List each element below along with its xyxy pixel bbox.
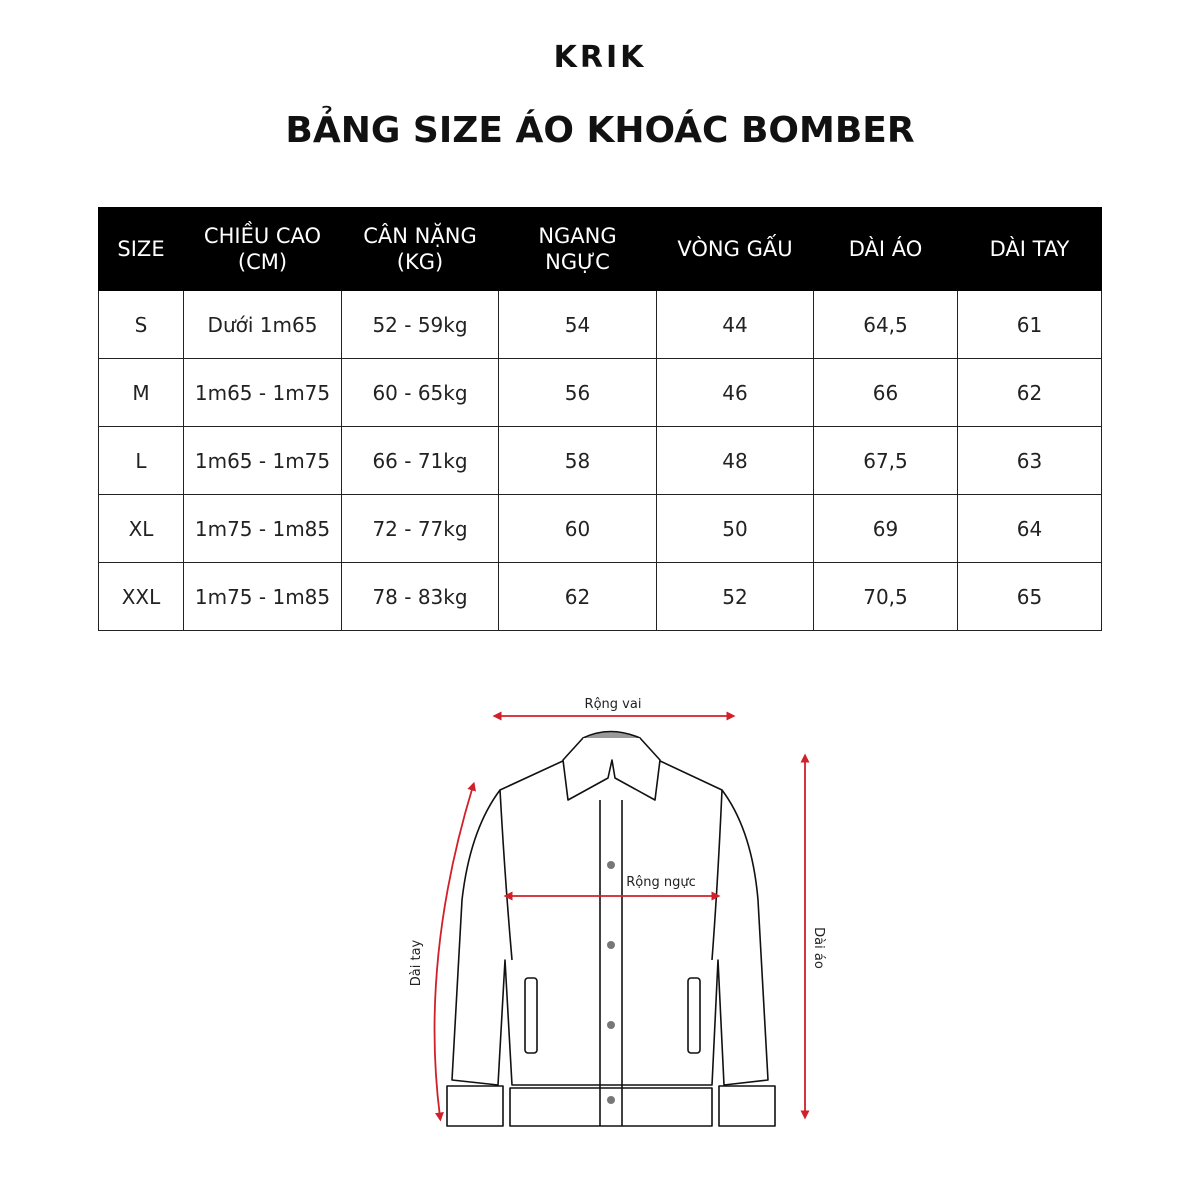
cell-chest: 60 (499, 495, 657, 563)
page-title: BẢNG SIZE ÁO KHOÁC BOMBER (285, 110, 915, 151)
cell-size: S (99, 291, 184, 359)
cell-weight: 52 - 59kg (342, 291, 499, 359)
table-row (99, 495, 1102, 563)
cell-chest: 56 (499, 359, 657, 427)
header-length (814, 208, 958, 291)
sleeve-label: Dài tay (409, 939, 424, 987)
cell-sleeve: 62 (958, 359, 1102, 427)
jacket-illustration (447, 732, 775, 1127)
shoulder-label: Rộng vai (584, 697, 642, 712)
cell-sleeve: 63 (958, 427, 1102, 495)
header-label: CÂN NẶNG (363, 223, 477, 248)
cell-hem: 46 (657, 359, 814, 427)
cell-weight: 66 - 71kg (342, 427, 499, 495)
header-sleeve (958, 208, 1102, 291)
table-header-row (99, 208, 1102, 291)
length-label: Dài áo (811, 927, 826, 969)
header-label: CHIỀU CAO (203, 223, 322, 248)
cell-hem: 50 (657, 495, 814, 563)
cell-size: XL (99, 495, 184, 563)
cell-chest: 58 (499, 427, 657, 495)
cell-hem: 44 (657, 291, 814, 359)
table-row (99, 427, 1102, 495)
header-size (99, 208, 184, 291)
cell-height: 1m75 - 1m85 (184, 495, 342, 563)
header-unit: (KG) (396, 250, 444, 274)
cell-hem: 48 (657, 427, 814, 495)
cell-height: 1m65 - 1m75 (184, 359, 342, 427)
header-unit: (CM) (237, 250, 288, 274)
waistband (510, 1088, 712, 1126)
brand-logo: KRIK (553, 40, 647, 75)
table-row (99, 291, 1102, 359)
size-table (98, 207, 1102, 631)
header-label: SIZE (117, 236, 165, 261)
header-label: NGANG NGỰC (538, 223, 617, 274)
header-label: DÀI ÁO (848, 236, 923, 261)
cell-sleeve: 61 (958, 291, 1102, 359)
header-label: VÒNG GẤU (677, 236, 793, 261)
right-cuff (719, 1086, 775, 1126)
cell-weight: 60 - 65kg (342, 359, 499, 427)
cell-weight: 78 - 83kg (342, 563, 499, 631)
cell-length: 64,5 (814, 291, 958, 359)
cell-height: 1m65 - 1m75 (184, 427, 342, 495)
cell-length: 66 (814, 359, 958, 427)
header-chest (499, 208, 657, 291)
header-weight (342, 208, 499, 291)
cell-weight: 72 - 77kg (342, 495, 499, 563)
header-hem (657, 208, 814, 291)
left-cuff (447, 1086, 503, 1126)
cell-sleeve: 64 (958, 495, 1102, 563)
cell-size: XXL (99, 563, 184, 631)
cell-length: 69 (814, 495, 958, 563)
cell-chest: 54 (499, 291, 657, 359)
table-row (99, 563, 1102, 631)
cell-size: L (99, 427, 184, 495)
cell-length: 67,5 (814, 427, 958, 495)
table-row (99, 359, 1102, 427)
chest-label: Rộng ngực (626, 875, 696, 890)
cell-hem: 52 (657, 563, 814, 631)
cell-size: M (99, 359, 184, 427)
cell-height: 1m75 - 1m85 (184, 563, 342, 631)
cell-sleeve: 65 (958, 563, 1102, 631)
cell-chest: 62 (499, 563, 657, 631)
jacket-measurement-diagram (380, 685, 840, 1165)
cell-height: Dưới 1m65 (184, 291, 342, 359)
header-height (184, 208, 342, 291)
cell-length: 70,5 (814, 563, 958, 631)
header-label: DÀI TAY (989, 236, 1070, 261)
